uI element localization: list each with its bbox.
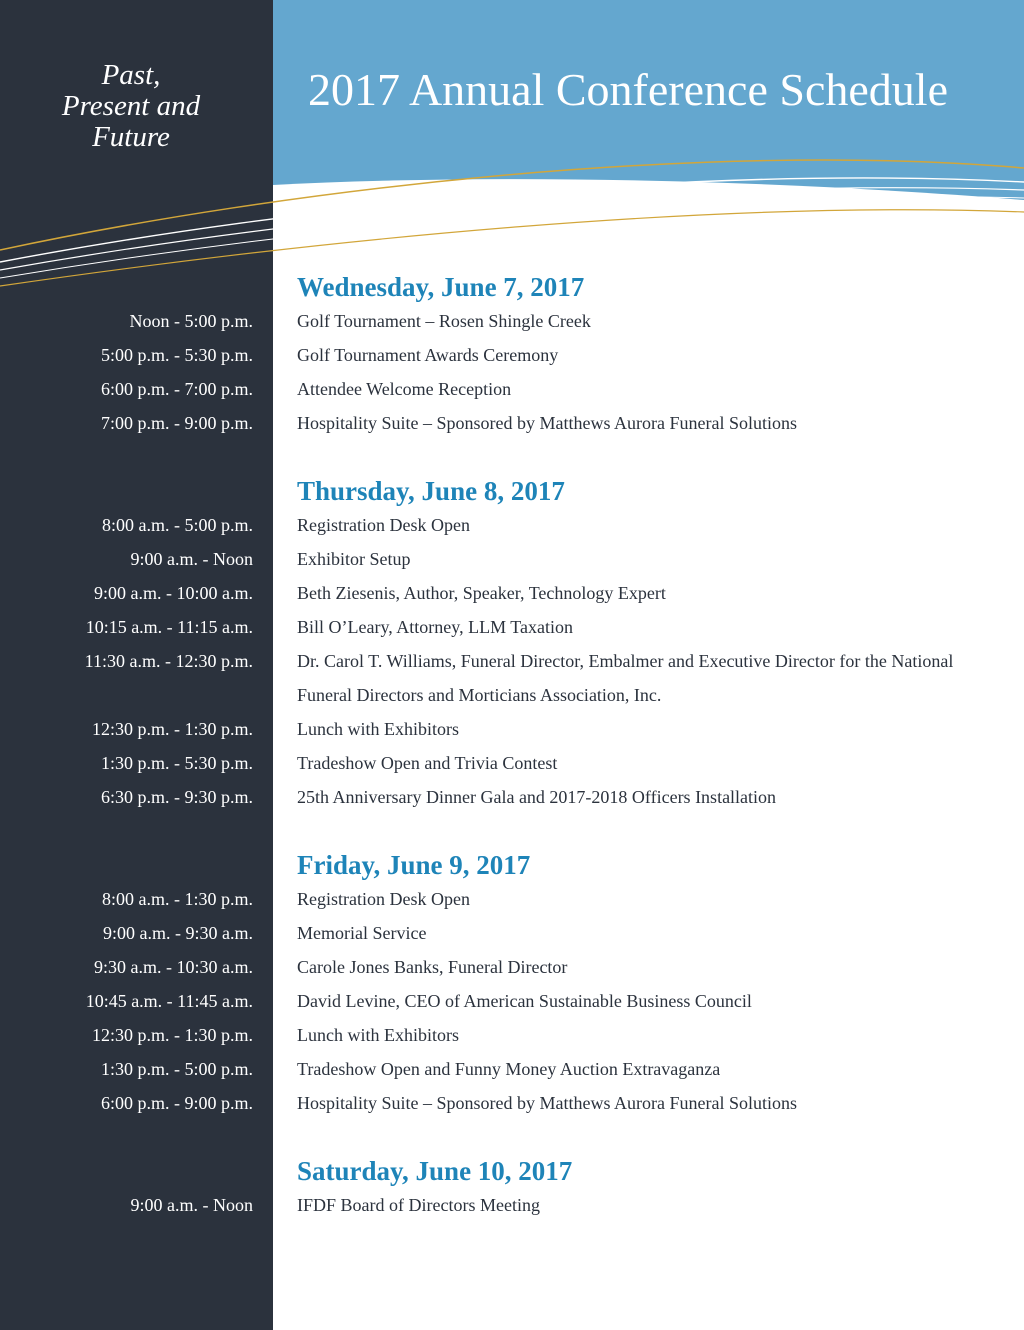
event-description: Memorial Service	[297, 923, 427, 943]
day-heading: Saturday, June 10, 2017	[297, 1156, 573, 1186]
event-description: Golf Tournament Awards Ceremony	[297, 345, 559, 365]
event-time: 5:00 p.m. - 5:30 p.m.	[101, 345, 253, 365]
event-time: 9:00 a.m. - Noon	[130, 1195, 253, 1215]
event-description: Attendee Welcome Reception	[297, 379, 512, 399]
event-time: 6:00 p.m. - 9:00 p.m.	[101, 1093, 253, 1113]
event-time: 9:00 a.m. - 10:00 a.m.	[94, 583, 253, 603]
tagline-line-1: Past,	[101, 59, 161, 91]
schedule-row	[0, 712, 1024, 746]
event-list	[0, 882, 1024, 1120]
schedule-row	[0, 950, 1024, 984]
event-description: Golf Tournament – Rosen Shingle Creek	[297, 311, 591, 331]
event-description: Tradeshow Open and Funny Money Auction Extravaganza	[297, 1059, 721, 1079]
event-list	[0, 304, 1024, 440]
schedule-row	[0, 338, 1024, 372]
event-description: Lunch with Exhibitors	[297, 719, 459, 739]
day-heading: Friday, June 9, 2017	[297, 850, 531, 880]
event-time: 8:00 a.m. - 1:30 p.m.	[102, 889, 253, 909]
schedule-row	[0, 1052, 1024, 1086]
event-time: 10:45 a.m. - 11:45 a.m.	[85, 991, 253, 1011]
event-description: Registration Desk Open	[297, 515, 470, 535]
event-description: Hospitality Suite – Sponsored by Matthews Aurora Funeral Solutions	[297, 413, 797, 433]
event-time: 1:30 p.m. - 5:00 p.m.	[101, 1059, 253, 1079]
schedule-row	[0, 746, 1024, 780]
event-description: 25th Anniversary Dinner Gala and 2017-2018 Officers Installation	[297, 787, 777, 807]
event-description: David Levine, CEO of American Sustainable Business Council	[297, 991, 752, 1011]
day-heading: Thursday, June 8, 2017	[297, 476, 565, 506]
schedule-row	[0, 916, 1024, 950]
event-time: 9:00 a.m. - Noon	[130, 549, 253, 569]
event-list	[0, 508, 1024, 814]
event-time: 1:30 p.m. - 5:30 p.m.	[101, 753, 253, 773]
event-time: 12:30 p.m. - 1:30 p.m.	[92, 719, 253, 739]
event-description: Beth Ziesenis, Author, Speaker, Technology Expert	[297, 583, 666, 603]
event-description: Bill O’Leary, Attorney, LLM Taxation	[297, 617, 574, 637]
schedule-row	[0, 1188, 1024, 1222]
schedule-row	[0, 304, 1024, 338]
schedule-row	[0, 610, 1024, 644]
event-description: Hospitality Suite – Sponsored by Matthews Aurora Funeral Solutions	[297, 1093, 797, 1113]
schedule-row	[0, 984, 1024, 1018]
schedule-row	[0, 1086, 1024, 1120]
schedule-row	[0, 882, 1024, 916]
schedule-row	[0, 508, 1024, 542]
tagline	[0, 60, 262, 153]
event-time: 6:00 p.m. - 7:00 p.m.	[101, 379, 253, 399]
event-description: Registration Desk Open	[297, 889, 470, 909]
schedule-row	[0, 780, 1024, 814]
tagline-line-2: Present and	[61, 90, 201, 122]
schedule-row	[0, 406, 1024, 440]
event-description: Dr. Carol T. Williams, Funeral Director, Embalmer and Executive Director for the National Funeral Directors and Morticians Association, Inc.	[297, 651, 954, 705]
schedule-row	[0, 542, 1024, 576]
event-time: 12:30 p.m. - 1:30 p.m.	[92, 1025, 253, 1045]
tagline-line-3: Future	[92, 121, 170, 153]
event-time: 11:30 a.m. - 12:30 p.m.	[84, 651, 253, 671]
event-time: 8:00 a.m. - 5:00 p.m.	[102, 515, 253, 535]
schedule-row	[0, 1018, 1024, 1052]
event-description: Lunch with Exhibitors	[297, 1025, 459, 1045]
event-list	[0, 1188, 1024, 1222]
event-description: Exhibitor Setup	[297, 549, 411, 569]
event-description: IFDF Board of Directors Meeting	[297, 1195, 540, 1215]
schedule-row	[0, 576, 1024, 610]
day-heading: Wednesday, June 7, 2017	[297, 272, 585, 302]
event-time: 9:00 a.m. - 9:30 a.m.	[103, 923, 253, 943]
event-time: 7:00 p.m. - 9:00 p.m.	[101, 413, 253, 433]
event-time: 10:15 a.m. - 11:15 a.m.	[85, 617, 253, 637]
event-description: Tradeshow Open and Trivia Contest	[297, 753, 558, 773]
page-title: 2017 Annual Conference Schedule	[308, 64, 948, 115]
event-description: Carole Jones Banks, Funeral Director	[297, 957, 568, 977]
event-time: 9:30 a.m. - 10:30 a.m.	[94, 957, 253, 977]
event-time: Noon - 5:00 p.m.	[129, 311, 253, 331]
schedule-row	[0, 372, 1024, 406]
schedule-row	[0, 644, 1024, 712]
event-time: 6:30 p.m. - 9:30 p.m.	[101, 787, 253, 807]
